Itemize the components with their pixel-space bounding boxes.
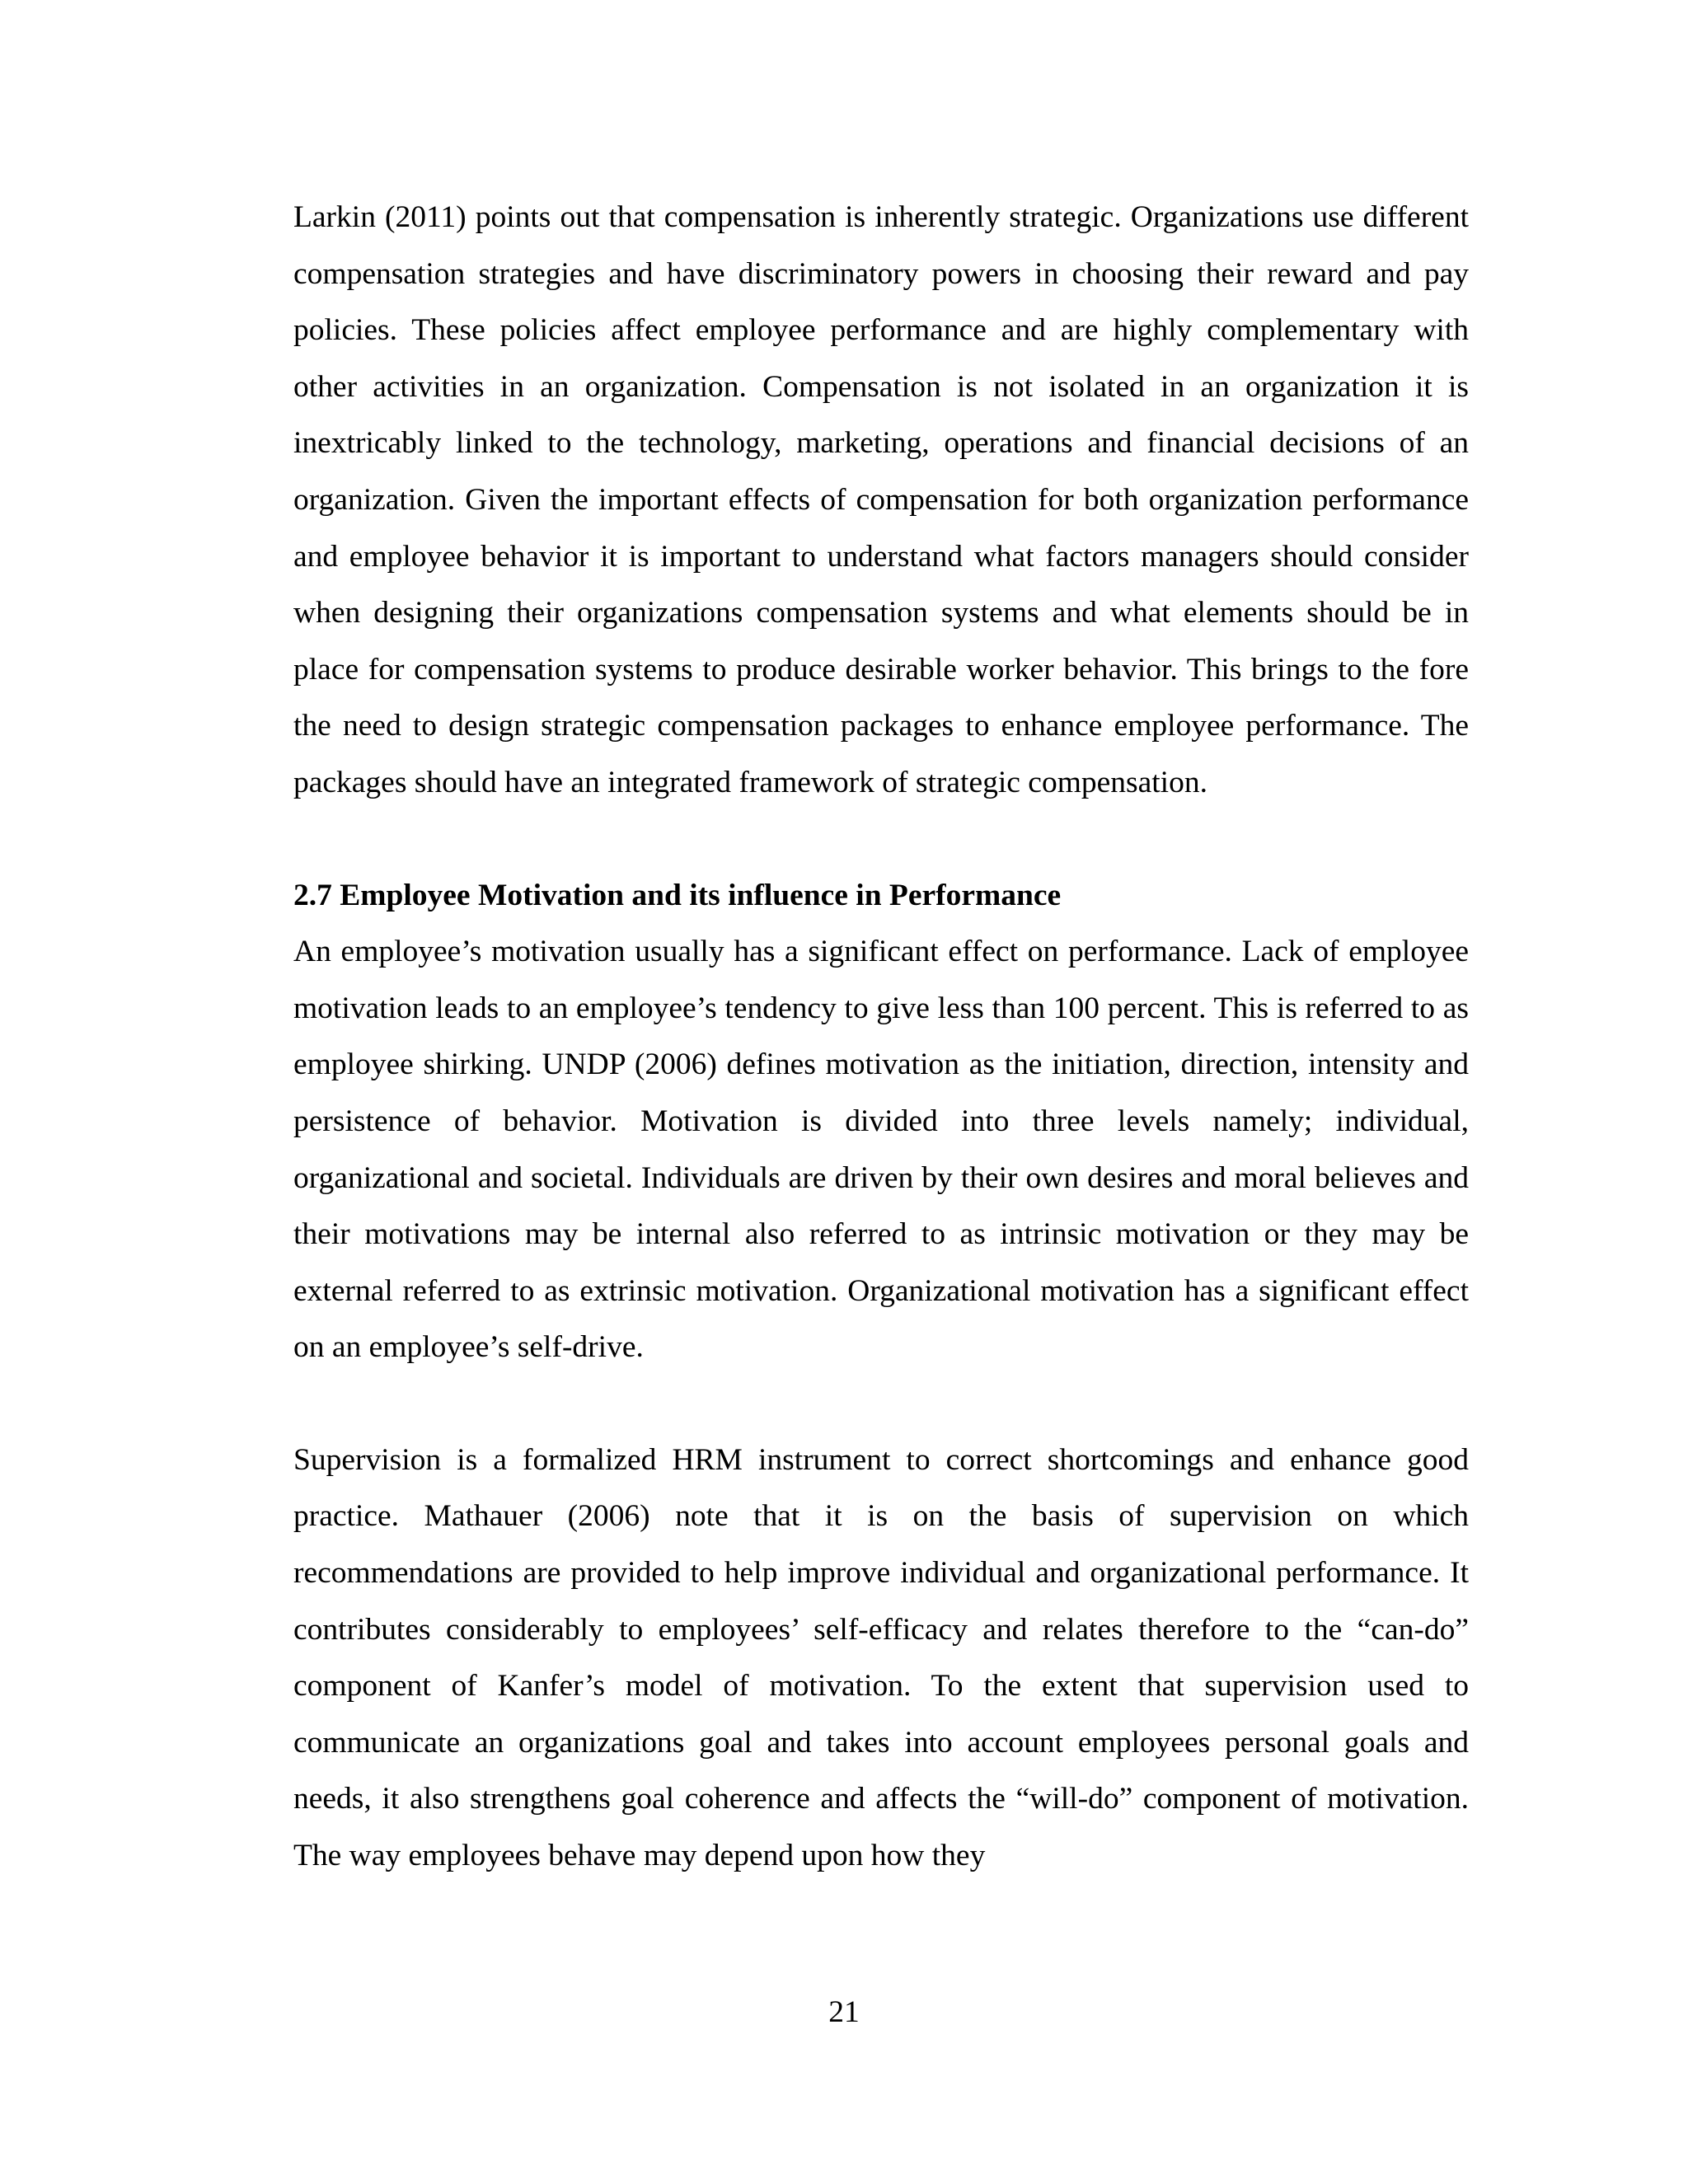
paragraph-supervision: Supervision is a formalized HRM instrument to correct shortcomings and enhance good practice. Mathauer (2006) note that it is on the basis of supervision on which recommendations are provided to help improve individual and organizational performance. It contributes considerably to employees’ self-efficacy and relates therefore to the “can-do” component of Kanfer’s model of motivation. To the extent that supervision used to communicate an organizations goal and takes into account employees personal goals and needs, it also strengthens goal coherence and affects the “will-do” component of motivation. The way employees behave may depend upon how they (293, 1442, 1469, 1873)
page-number: 21 (828, 1995, 860, 2029)
section-heading: 2.7 Employee Motivation and its influence in Performance (293, 878, 1062, 912)
page-body (293, 190, 1469, 1885)
paragraph-spacer (293, 812, 1469, 868)
paragraph-spacer (293, 1376, 1469, 1432)
paragraph-employee-motivation: An employee’s motivation usually has a significant effect on performance. Lack of employee motivation leads to an employee’s tendency to give less than 100 percent. This is referred to as employee shirking. UNDP (2006) defines motivation as the initiation, direction, intensity and persistence of behavior. Motivation is divided into three levels namely; individual, organizational and societal. Individuals are driven by their own desires and moral believes and their motivations may be internal also referred to as intrinsic motivation or they may be external referred to as extrinsic motivation. Organizational motivation has a significant effect on an employee’s self-drive. (293, 935, 1469, 1365)
paragraph-compensation-strategy: Larkin (2011) points out that compensation is inherently strategic. Organizations use different compensation strategies and have discriminatory powers in choosing their reward and pay policies. These policies affect employee performance and are highly complementary with other activities in an organization. Compensation is not isolated in an organization it is inextricably linked to the technology, marketing, operations and financial decisions of an organization. Given the important effects of compensation for both organization performance and employee behavior it is important to understand what factors managers should consider when designing their organizations compensation systems and what elements should be in place for compensation systems to produce desirable worker behavior. This brings to the fore the need to design strategic compensation packages to enhance employee performance. The packages should have an integrated framework of strategic compensation. (293, 200, 1469, 799)
